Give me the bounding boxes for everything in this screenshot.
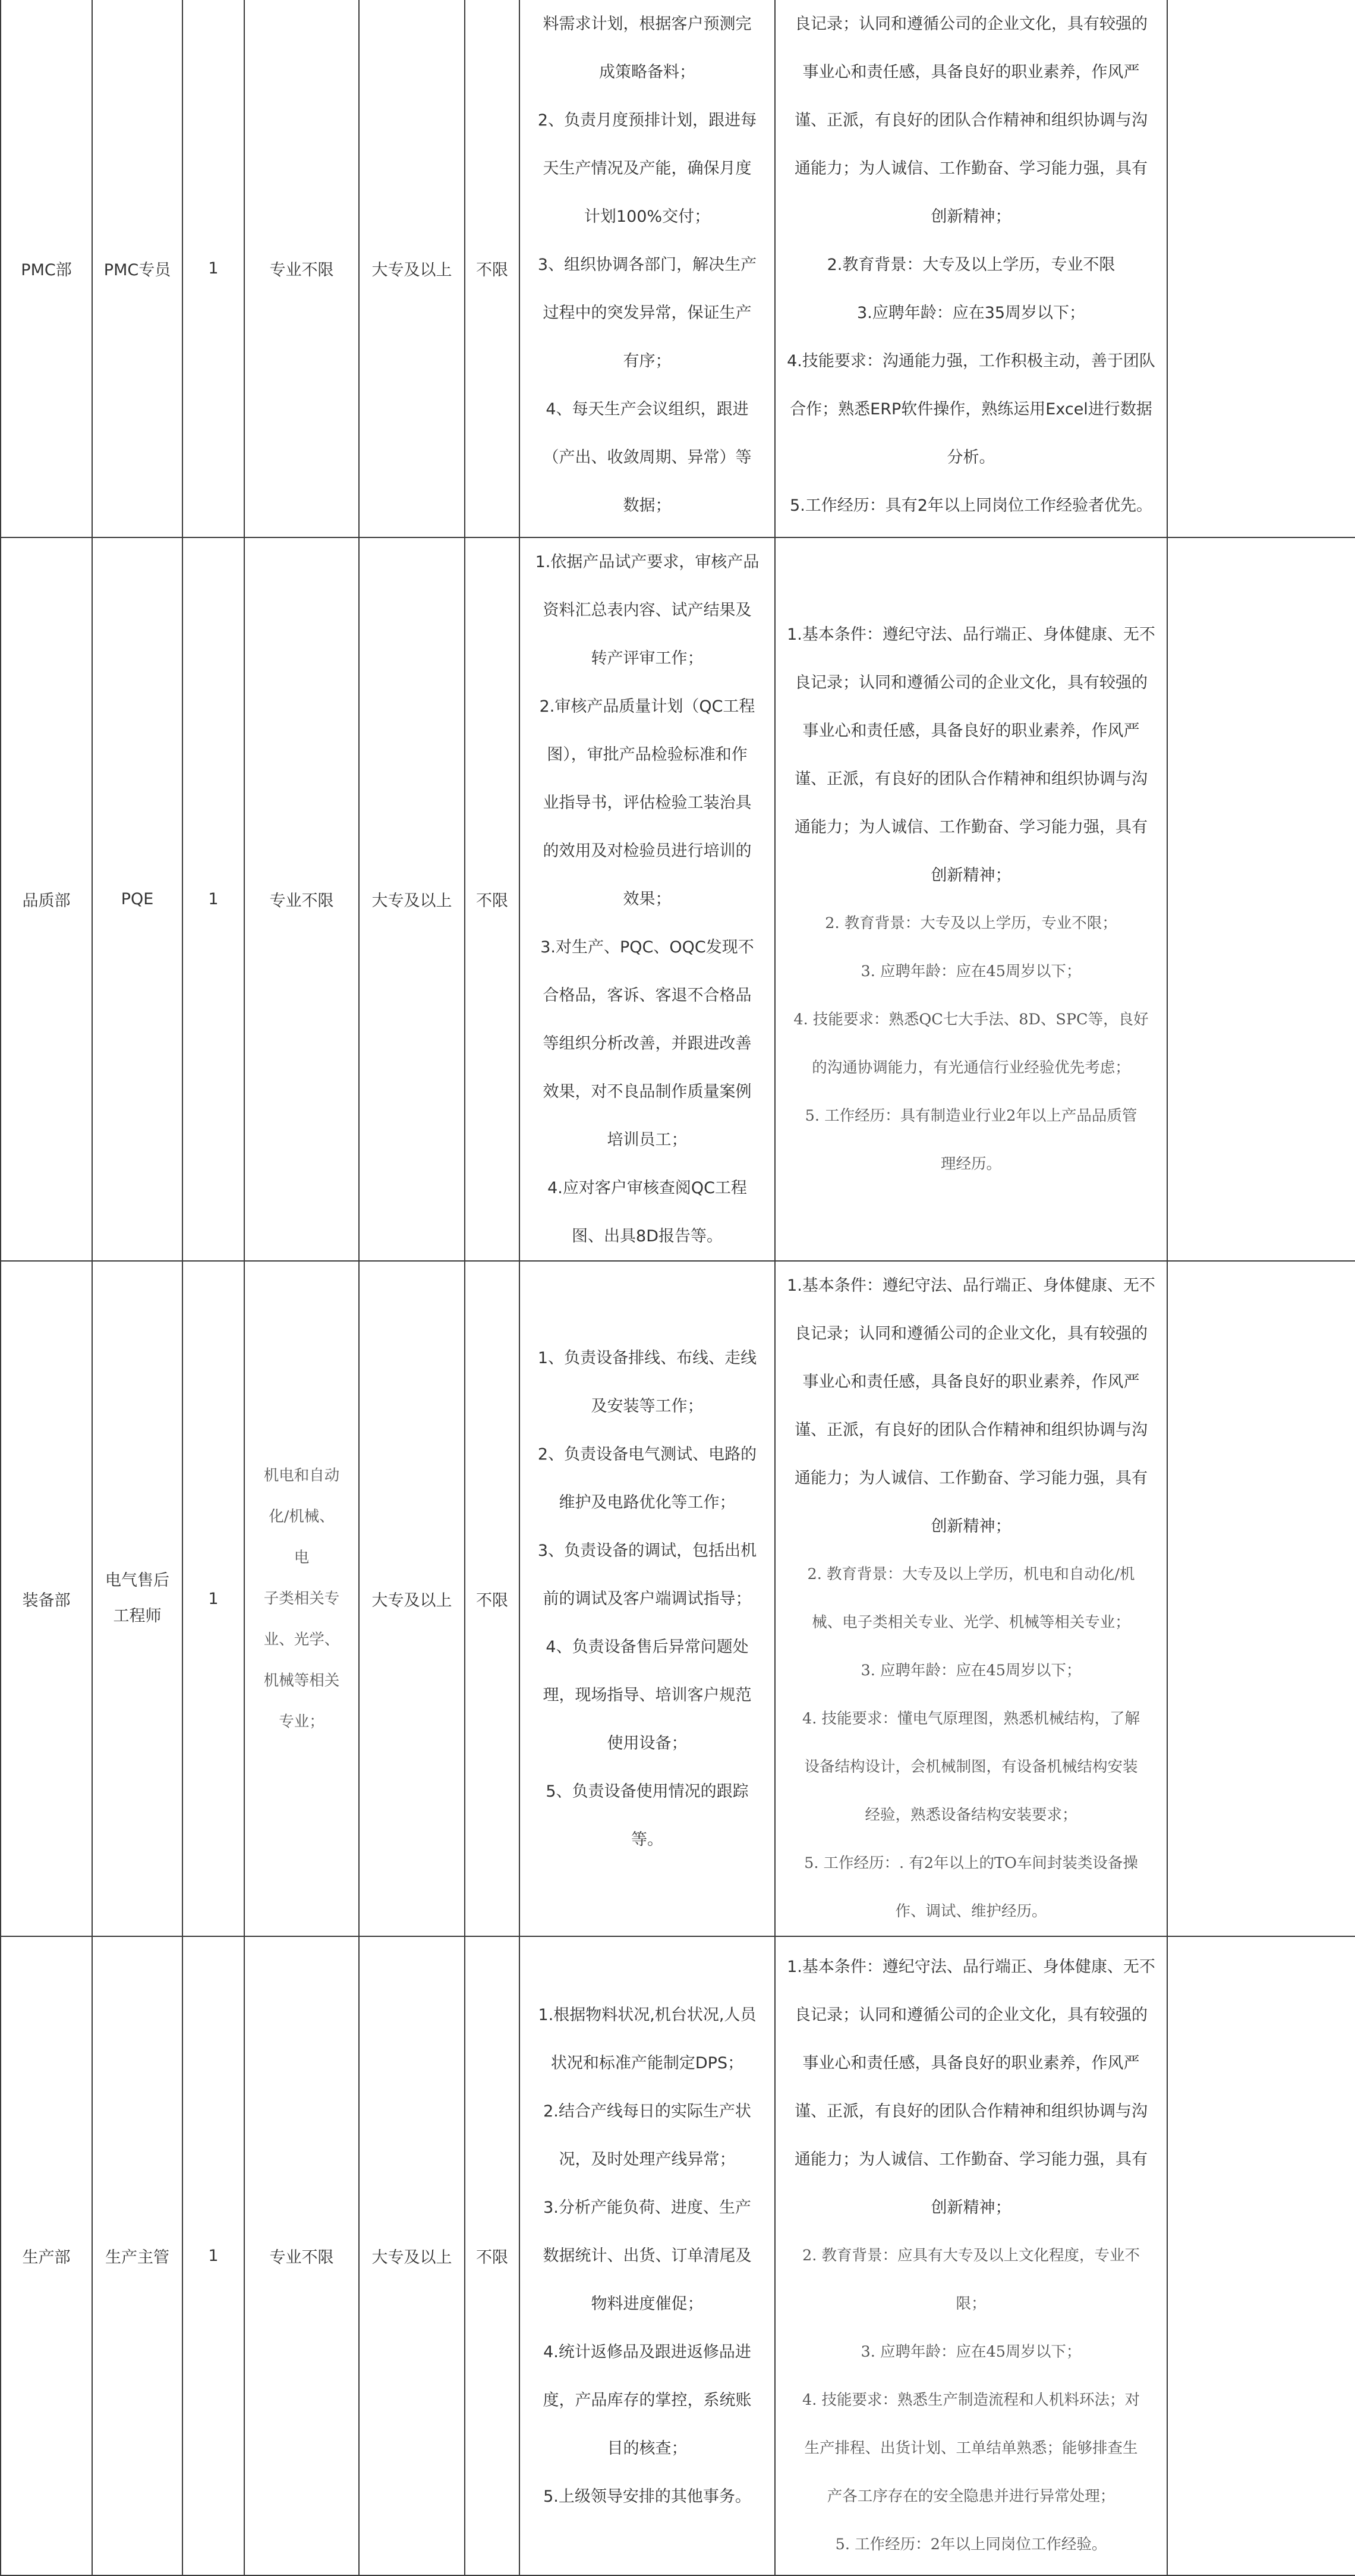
requirements-cell-line: 良记录；认同和遵循公司的企业文化，具有较强的: [795, 1325, 1148, 1343]
requirements-cell-line: 通能力；为人诚信、工作勤奋、学习能力强，具有: [795, 159, 1148, 178]
major-cell-line: 机械等相关: [263, 1671, 340, 1690]
duties-cell-line: 目的核查；: [607, 2439, 688, 2458]
requirements-cell-line: 创新精神；: [931, 207, 1011, 226]
education-cell: 大专及以上: [359, 1936, 465, 2575]
duties-cell: [519, 1936, 775, 2575]
position-cell: [92, 1261, 182, 1936]
requirements-cell-line: 创新精神；: [931, 1517, 1011, 1536]
requirements-cell-line: 5. 工作经历：具有制造业行业2年以上产品品质管: [805, 1106, 1137, 1125]
gender-cell: 不限: [465, 0, 519, 537]
duties-cell-line: 使用设备；: [607, 1734, 688, 1753]
gender-cell: 不限: [465, 1936, 519, 2575]
duties-cell-line: 资料汇总表内容、试产结果及: [543, 601, 752, 619]
requirements-cell-line: 通能力；为人诚信、工作勤奋、学习能力强，具有: [795, 2150, 1148, 2169]
requirements-cell-line: 良记录；认同和遵循公司的企业文化，具有较强的: [795, 2006, 1148, 2024]
duties-cell-line: 4、每天生产会议组织，跟进: [546, 400, 749, 419]
remark-cell: [1167, 537, 1355, 1261]
requirements-cell-line: 设备结构设计，会机械制图，有设备机械结构安装: [804, 1758, 1138, 1776]
duties-cell-line: 理，现场指导、培训客户规范: [543, 1685, 752, 1704]
requirements-cell-line: 通能力；为人诚信、工作勤奋、学习能力强，具有: [795, 817, 1148, 836]
duties-cell-line: 等组织分析改善，并跟进改善: [543, 1034, 752, 1053]
requirements-cell-line: 的沟通协调能力，有光通信行业经验优先考虑；: [812, 1058, 1130, 1077]
duties-cell-line: 4.应对客户审核查阅QC工程: [547, 1179, 747, 1197]
requirements-cell-line: 5.工作经历：具有2年以上同岗位工作经验者优先。: [790, 496, 1152, 515]
remark-cell: [1167, 0, 1355, 537]
requirements-cell-line: 4.技能要求：沟通能力强，工作积极主动，善于团队: [787, 352, 1155, 370]
requirements-cell-line: 3. 应聘年龄：应在45周岁以下；: [861, 962, 1082, 980]
position-cell: 生产主管: [92, 1936, 182, 2575]
requirements-cell-line: 谨、正派，有良好的团队合作精神和组织协调与沟: [795, 1421, 1148, 1439]
requirements-cell-line: 4. 技能要求：熟悉QC七大手法、8D、SPC等，良好: [793, 1010, 1149, 1028]
requirements-cell-line: 良记录；认同和遵循公司的企业文化，具有较强的: [795, 15, 1148, 33]
gender-cell: 不限: [465, 537, 519, 1261]
duties-cell-line: 图），审批产品检验标准和作: [547, 746, 748, 764]
major-cell-line: 化/机械、电: [269, 1507, 335, 1567]
duties-cell: [519, 1261, 775, 1936]
duties-cell-line: 数据；: [623, 496, 672, 515]
requirements-cell-line: 通能力；为人诚信、工作勤奋、学习能力强，具有: [795, 1469, 1148, 1487]
requirements-cell-line: 1.基本条件：遵纪守法、品行端正、身体健康、无不: [787, 1958, 1155, 1976]
requirements-cell-line: 1.基本条件：遵纪守法、品行端正、身体健康、无不: [787, 1276, 1155, 1295]
requirements-cell-line: 经验，熟悉设备结构安装要求；: [865, 1806, 1077, 1824]
requirements-cell-line: 事业心和责任感，具备良好的职业素养，作风严: [802, 63, 1140, 81]
dept-cell: 装备部: [1, 1261, 92, 1936]
gender-cell: 不限: [465, 1261, 519, 1936]
duties-cell-line: 物料进度催促；: [591, 2295, 704, 2313]
requirements-cell-line: 2.教育背景：大专及以上学历，专业不限: [827, 256, 1115, 274]
requirements-cell-line: 谨、正派，有良好的团队合作精神和组织协调与沟: [795, 769, 1148, 788]
requirements-cell: [775, 1261, 1167, 1936]
requirements-cell-line: 生产排程、出货计划、工单结单熟悉；能够排查生: [804, 2439, 1138, 2457]
requirements-cell-line: 4. 技能要求：懂电气原理图，熟悉机械结构，了解: [802, 1710, 1140, 1728]
requirements-cell-line: 5. 工作经历：2年以上同岗位工作经验。: [835, 2536, 1107, 2553]
table-row: [1, 1261, 1355, 1936]
requirements-cell-line: 3.应聘年龄：应在35周岁以下；: [856, 304, 1086, 322]
duties-cell-line: 度，产品库存的掌控，系统账: [543, 2391, 752, 2410]
position-cell-line: 工程师: [113, 1607, 162, 1625]
headcount-cell: 1: [182, 1261, 244, 1936]
duties-cell-line: 前的调试及客户端调试指导；: [543, 1589, 752, 1608]
duties-cell-line: 4、负责设备售后异常问题处: [546, 1637, 749, 1656]
duties-cell-line: 2、负责设备电气测试、电路的: [537, 1445, 757, 1464]
dept-cell: PMC部: [1, 0, 92, 537]
education-cell: 大专及以上: [359, 1261, 465, 1936]
dept-cell: 品质部: [1, 537, 92, 1261]
duties-cell-line: 培训员工；: [607, 1131, 688, 1149]
duties-cell-line: 3.对生产、PQC、OQC发现不: [540, 938, 754, 957]
duties-cell-line: 1、负责设备排线、布线、走线: [537, 1348, 757, 1367]
duties-cell-line: 5、负责设备使用情况的跟踪: [546, 1782, 749, 1801]
requirements-cell-line: 4. 技能要求：熟悉生产制造流程和人机料环法；对: [802, 2391, 1140, 2409]
requirements-cell-line: 械、电子类相关专业、光学、机械等相关专业；: [812, 1613, 1130, 1631]
duties-cell-line: 业指导书，评估检验工装治具: [543, 794, 752, 812]
duties-cell-line: 过程中的突发异常，保证生产: [543, 304, 752, 322]
major-cell: 专业不限: [244, 537, 359, 1261]
major-cell-line: 机电和自动: [263, 1466, 340, 1484]
requirements-cell-line: 事业心和责任感，具备良好的职业素养，作风严: [802, 2054, 1140, 2072]
duties-cell-line: 转产评审工作；: [591, 649, 704, 668]
requirements-cell-line: 事业心和责任感，具备良好的职业素养，作风严: [802, 1373, 1140, 1391]
major-cell-line: 子类相关专: [263, 1589, 340, 1608]
duties-cell-line: 天生产情况及产能，确保月度: [543, 159, 752, 178]
duties-cell-line: 数据统计、出货、订单清尾及: [543, 2247, 752, 2265]
table-row: [1, 1936, 1355, 2575]
requirements-cell-line: 良记录；认同和遵循公司的企业文化，具有较强的: [795, 673, 1148, 692]
requirements-cell-line: 1.基本条件：遵纪守法、品行端正、身体健康、无不: [787, 625, 1155, 644]
duties-cell-line: 维护及电路优化等工作；: [559, 1493, 736, 1512]
duties-cell-line: 料需求计划，根据客户预测完: [543, 15, 752, 33]
duties-cell-line: 况，及时处理产线异常；: [559, 2150, 736, 2169]
requirements-cell-line: 理经历。: [940, 1155, 1001, 1173]
duties-cell-line: 效果；: [623, 890, 672, 908]
duties-cell-line: 1.依据产品试产要求，审核产品: [535, 553, 760, 571]
requirements-cell-line: 事业心和责任感，具备良好的职业素养，作风严: [802, 721, 1140, 740]
position-cell: PMC专员: [92, 0, 182, 537]
duties-cell-line: 3、组织协调各部门，解决生产: [537, 256, 757, 274]
requirements-cell-line: 谨、正派，有良好的团队合作精神和组织协调与沟: [795, 111, 1148, 130]
duties-cell-line: 计划100%交付；: [584, 207, 711, 226]
requirements-cell-line: 5. 工作经历：. 有2年以上的TO车间封装类设备操: [804, 1854, 1138, 1872]
duties-cell: [519, 0, 775, 537]
duties-cell-line: 2.审核产品质量计划（QC工程: [539, 697, 755, 716]
headcount-cell: 1: [182, 1936, 244, 2575]
major-cell: 专业不限: [244, 0, 359, 537]
table-row: [1, 537, 1355, 1261]
requirements-cell: [775, 1936, 1167, 2575]
requirements-cell-line: 2. 教育背景：应具有大专及以上文化程度，专业不: [802, 2247, 1140, 2264]
major-cell: [244, 1261, 359, 1936]
duties-cell-line: 有序；: [623, 352, 672, 370]
headcount-cell: 1: [182, 0, 244, 537]
requirements-cell-line: 限；: [956, 2295, 987, 2313]
requirements-cell-line: 分析。: [947, 448, 995, 467]
duties-cell: [519, 537, 775, 1261]
requirements-cell-line: 3. 应聘年龄：应在45周岁以下；: [861, 1662, 1082, 1679]
remark-cell: [1167, 1261, 1355, 1936]
duties-cell-line: 效果，对不良品制作质量案例: [543, 1083, 752, 1101]
table-row: [1, 0, 1355, 537]
remark-cell: [1167, 1936, 1355, 2575]
duties-cell-line: 3.分析产能负荷、进度、生产: [543, 2198, 751, 2217]
requirements-cell-line: 3. 应聘年龄：应在45周岁以下；: [861, 2343, 1082, 2361]
duties-cell-line: 3、负责设备的调试，包括出机: [537, 1541, 757, 1560]
duties-cell-line: 合格品，客诉、客退不合格品: [543, 986, 752, 1005]
duties-cell-line: 1.根据物料状况,机台状况,人员: [538, 2006, 757, 2024]
duties-cell-line: 4.统计返修品及跟进返修品进: [543, 2343, 751, 2361]
position-cell-line: 电气售后: [105, 1571, 169, 1590]
requirements-cell-line: 创新精神；: [931, 866, 1011, 885]
requirements-cell-line: 产各工序存在的安全隐患并进行异常处理；: [827, 2487, 1115, 2505]
duties-cell-line: 成策略备料；: [599, 63, 695, 81]
requirements-cell-line: 合作；熟悉ERP软件操作，熟练运用Excel进行数据: [790, 400, 1152, 419]
requirements-cell-line: 2. 教育背景：大专及以上学历，机电和自动化/机: [807, 1565, 1135, 1583]
major-cell-line: 专业；: [279, 1712, 324, 1731]
education-cell: 大专及以上: [359, 0, 465, 537]
requirements-cell-line: 2. 教育背景：大专及以上学历，专业不限；: [825, 914, 1117, 932]
major-cell-line: 业、光学、: [263, 1630, 340, 1649]
requirements-cell-line: 创新精神；: [931, 2198, 1011, 2217]
major-cell: 专业不限: [244, 1936, 359, 2575]
requirements-cell: [775, 0, 1167, 537]
position-cell: PQE: [92, 537, 182, 1261]
dept-cell: 生产部: [1, 1936, 92, 2575]
duties-cell-line: 2、负责月度预排计划，跟进每: [537, 111, 757, 130]
requirements-cell: [775, 537, 1167, 1261]
duties-cell-line: 及安装等工作；: [591, 1396, 704, 1416]
requirements-cell-line: 作、调试、维护经历。: [895, 1902, 1047, 1920]
duties-cell-line: （产出、收敛周期、异常）等: [543, 448, 752, 467]
duties-cell-line: 图、出具8D报告等。: [572, 1227, 723, 1245]
duties-cell-line: 的效用及对检验员进行培训的: [543, 842, 752, 860]
requirements-cell-line: 谨、正派，有良好的团队合作精神和组织协调与沟: [795, 2102, 1148, 2121]
duties-cell-line: 5.上级领导安排的其他事务。: [543, 2487, 751, 2506]
duties-cell-line: 等。: [631, 1830, 663, 1849]
duties-cell-line: 状况和标准产能制定DPS；: [550, 2054, 744, 2072]
education-cell: 大专及以上: [359, 537, 465, 1261]
headcount-cell: 1: [182, 537, 244, 1261]
duties-cell-line: 2.结合产线每日的实际生产状: [543, 2102, 751, 2121]
